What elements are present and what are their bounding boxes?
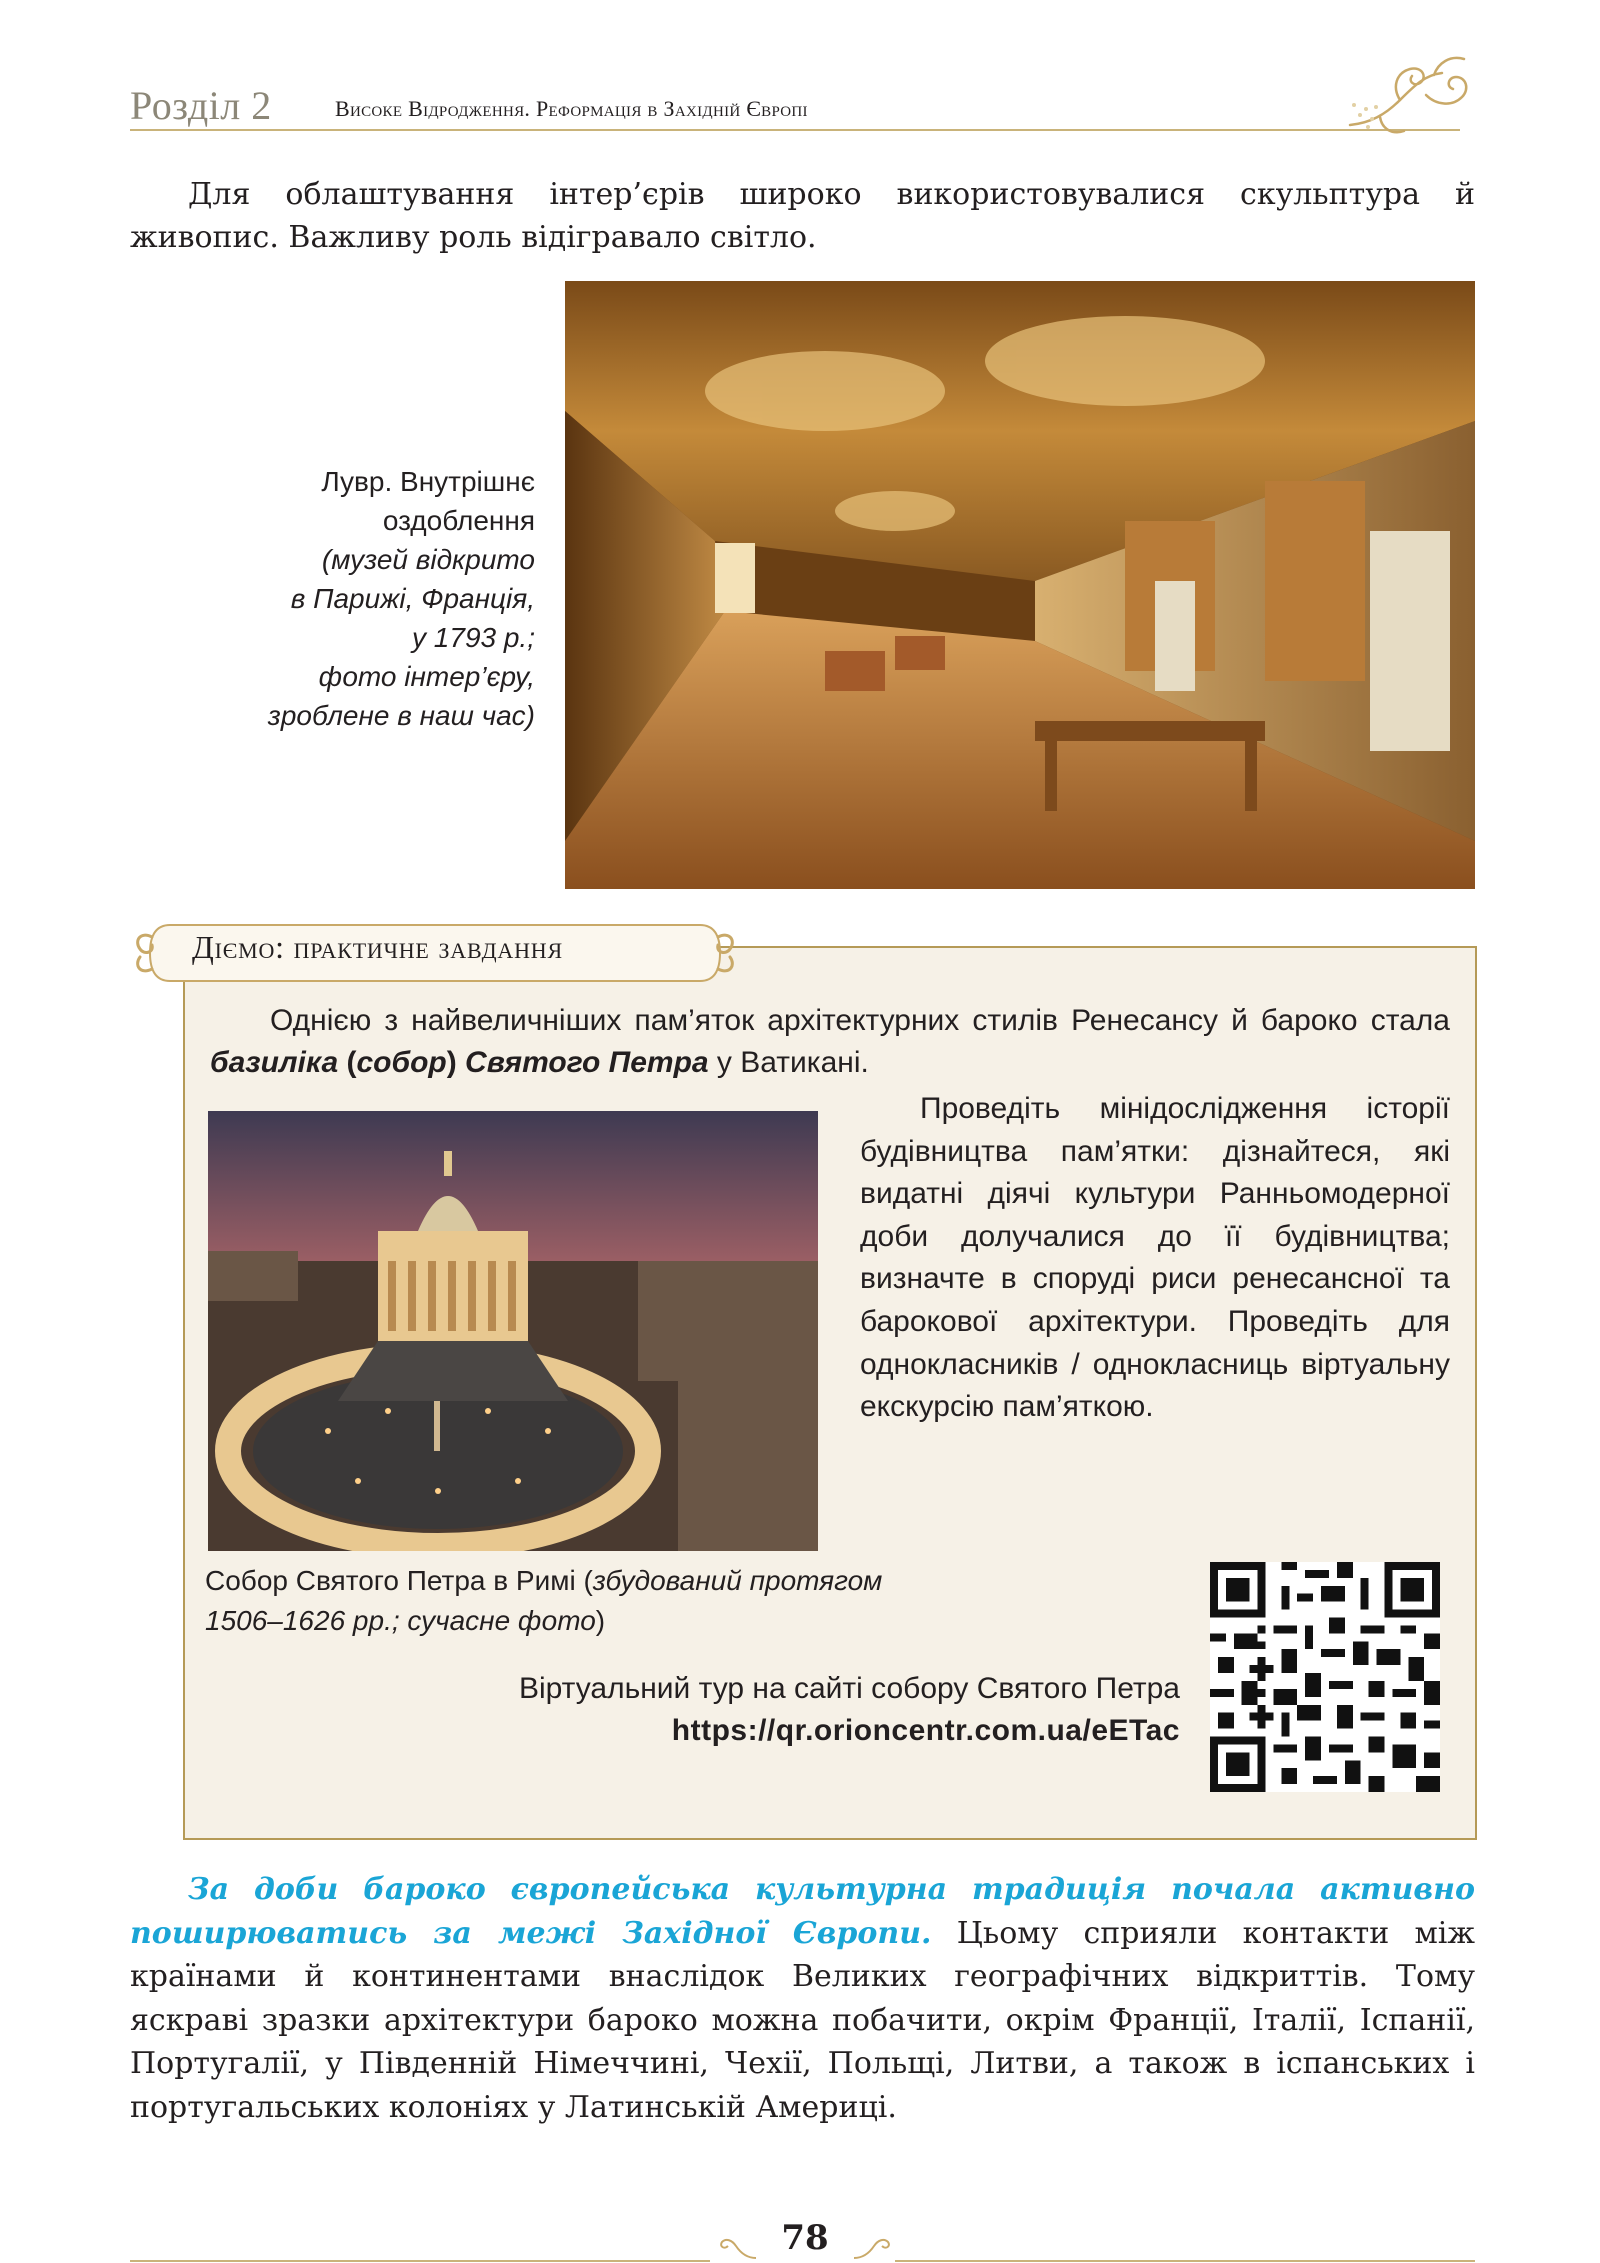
task-paragraph-assignment: Проведіть мінідослідження історії будівництва пам’ятки: дізнайтеся, які видатні діячі культури Ранньомодерної доби долучалися до її будівництва; визначте в споруді риси ренесансної та барокової архітектури. Проведіть для однокласників / однокласниць віртуальну екскурсію пам’яткою. bbox=[860, 1092, 1450, 1424]
footer-divider-left bbox=[130, 2260, 710, 2262]
emphasis-cathedral: собор bbox=[356, 1046, 447, 1079]
closing-paragraph bbox=[130, 1868, 1475, 2129]
louvre-interior-photo bbox=[565, 281, 1475, 889]
qr-code-icon[interactable] bbox=[1210, 1562, 1440, 1792]
emphasis-paren: ( bbox=[346, 1046, 357, 1079]
st-peters-caption bbox=[205, 1561, 905, 1641]
task-text: Однією з найвеличніших пам’яток архітектурних стилів Ренесансу й бароко стала bbox=[270, 1004, 1450, 1037]
intro-paragraph: Для облаштування інтер’єрів широко використовувалися скульптура й живопис. Важливу роль відігравало світло. bbox=[130, 177, 1475, 255]
task-text: у Ватикані. bbox=[708, 1046, 869, 1079]
louvre-caption-line: у 1793 р.; bbox=[412, 622, 535, 653]
task-paragraph-intro bbox=[210, 1000, 1450, 1084]
louvre-caption-line: оздоблення bbox=[382, 505, 535, 536]
emphasis-st-peter: Святого Петра bbox=[465, 1046, 709, 1079]
caption-text: Собор Святого Петра в Римі ( bbox=[205, 1565, 593, 1596]
closing-text: Цьому сприяли контакти між країнами й континентами внаслідок Великих географічних відкриттів. Тому яскраві зразки архітектури бароко можна побачити, окрім Франції, Італії, Іспанії, Португалії, у Південній Німеччині, Чехії, Польщі, Литви, а також в іспанських і португальських колоніях у Латинській Америці. bbox=[130, 1915, 1475, 2125]
virtual-tour-link[interactable]: https://qr.orioncentr.com.ua/eETac bbox=[671, 1714, 1180, 1747]
louvre-caption-line: фото інтер’єру, bbox=[318, 661, 535, 692]
louvre-caption-line: в Парижі, Франція, bbox=[290, 583, 535, 614]
louvre-caption-line: (музей відкрито bbox=[321, 544, 535, 575]
header-divider bbox=[130, 129, 1460, 131]
virtual-tour-label: Віртуальний тур на сайті собору Святого Петра bbox=[518, 1672, 1180, 1705]
page-number: 78 bbox=[781, 2218, 829, 2258]
louvre-caption-line: зроблене в наш час) bbox=[267, 700, 535, 731]
louvre-caption bbox=[190, 462, 535, 735]
header-ornament-icon bbox=[1330, 45, 1480, 145]
emphasis-paren: ) bbox=[446, 1046, 466, 1079]
chapter-title: Високе Відродження. Реформація в Західній Європі bbox=[335, 96, 808, 121]
closing-highlight: За доби бароко європейська культурна традиція почала активно поширюватись за межі Західної Європи. bbox=[130, 1872, 1475, 1951]
st-peters-basilica-photo bbox=[208, 1111, 818, 1551]
footer-divider-right bbox=[895, 2260, 1475, 2262]
emphasis-basilica: базиліка bbox=[210, 1046, 347, 1079]
chapter-label: Розділ 2 bbox=[130, 83, 272, 128]
caption-text: ) bbox=[595, 1605, 606, 1636]
caption-italic: збудований протягом 1506–1626 рр.; сучасне фото bbox=[205, 1565, 883, 1636]
task-heading: Діємо: практичне завдання bbox=[192, 929, 563, 965]
louvre-caption-line: Лувр. Внутрішнє bbox=[321, 466, 535, 497]
